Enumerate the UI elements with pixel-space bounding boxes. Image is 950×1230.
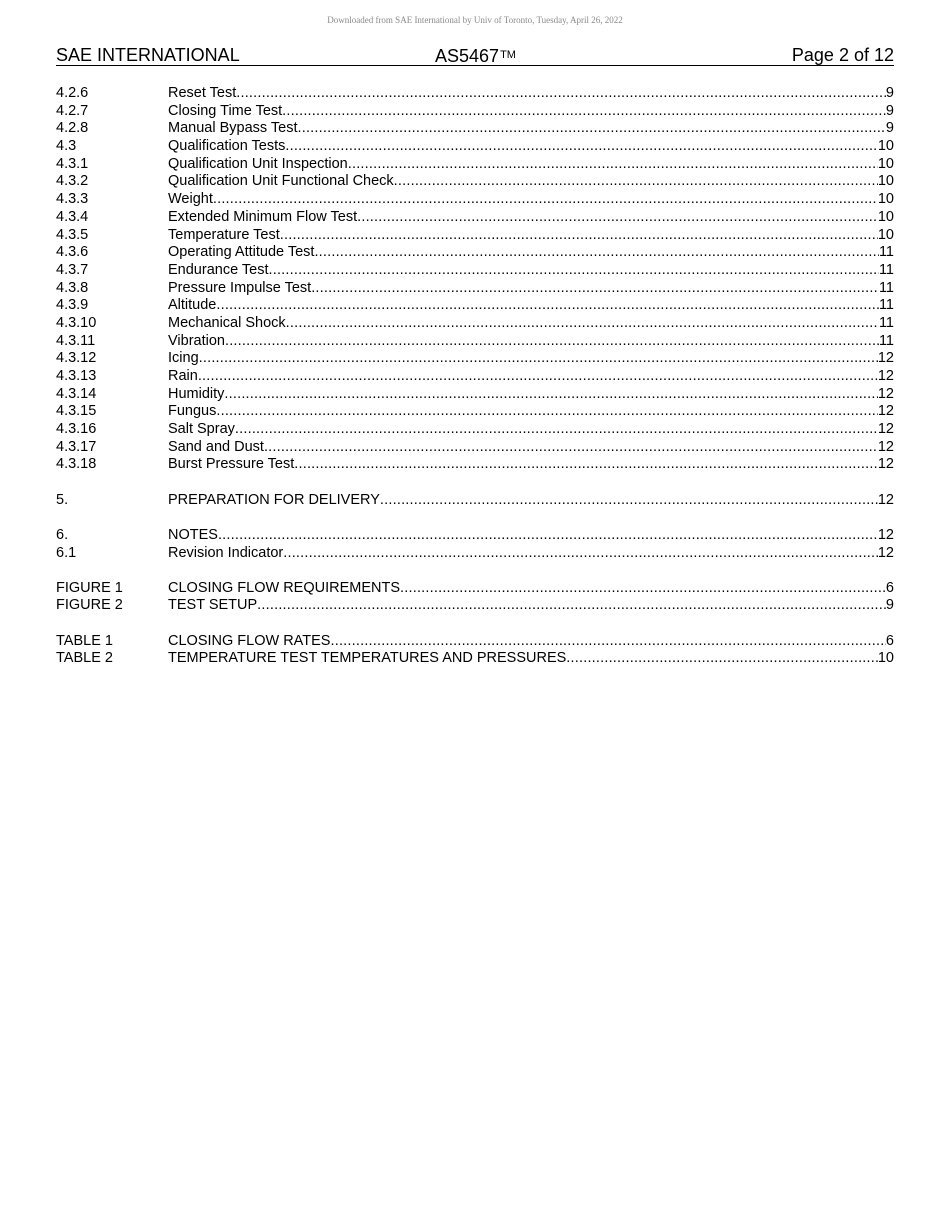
toc-entry-page: 11 [878, 332, 894, 349]
toc-dot-leader [218, 527, 878, 545]
toc-entry-page: 11 [878, 279, 894, 296]
toc-entry-title: Closing Time Test [168, 102, 283, 119]
toc-dot-leader [280, 227, 878, 245]
toc-entry[interactable] [56, 191, 894, 209]
toc-entry-number: 4.3.9 [56, 297, 89, 314]
page-header [56, 44, 894, 66]
toc-entry-number: 4.2.6 [56, 85, 89, 101]
toc-entry-number: 4.3.5 [56, 226, 89, 243]
toc-entry-number: FIGURE 2 [56, 597, 123, 614]
toc-dot-leader [348, 156, 878, 174]
document-number-text: AS5467 [435, 46, 500, 66]
toc-entry-title: Qualification Unit Functional Check [168, 173, 394, 190]
toc-entry[interactable] [56, 545, 894, 563]
toc-entry-page: 9 [885, 102, 894, 119]
toc-entry[interactable] [56, 85, 894, 103]
trademark-symbol: TM [500, 49, 516, 61]
toc-entry-number: 4.3.4 [56, 208, 89, 225]
toc-entry-page: 11 [878, 244, 894, 261]
toc-entry-title: Extended Minimum Flow Test [168, 208, 358, 225]
toc-entry-number: 6. [56, 526, 69, 543]
toc-dot-leader [298, 120, 886, 138]
toc-entry-page: 12 [877, 491, 894, 508]
toc-dot-leader [380, 492, 878, 510]
toc-dot-leader [264, 439, 878, 457]
toc-entry-page: 10 [877, 208, 894, 225]
toc-entry-title: CLOSING FLOW RATES [168, 632, 331, 649]
toc-entry[interactable] [56, 333, 894, 351]
toc-group [56, 85, 894, 474]
toc-entry-title: Qualification Tests [168, 138, 286, 155]
toc-dot-leader [314, 244, 879, 262]
toc-dot-leader [285, 138, 877, 156]
toc-entry-number: 6.1 [56, 544, 77, 561]
toc-entry-number: 4.3.12 [56, 350, 97, 367]
toc-entry-number: 4.3.15 [56, 403, 97, 420]
toc-entry-page: 10 [877, 191, 894, 208]
document-number [435, 44, 516, 67]
toc-entry-number: 4.2.8 [56, 120, 89, 137]
toc-entry-page: 11 [878, 261, 894, 278]
toc-entry-title: Icing [168, 350, 199, 367]
toc-entry-page: 12 [877, 438, 894, 455]
toc-entry-page: 12 [877, 403, 894, 420]
toc-entry[interactable] [56, 227, 894, 245]
toc-entry-number: 4.3.3 [56, 191, 89, 208]
toc-entry[interactable] [56, 262, 894, 280]
toc-group [56, 527, 894, 562]
toc-dot-leader [282, 103, 886, 121]
toc-entry[interactable] [56, 103, 894, 121]
toc-entry-title: Reset Test [168, 85, 237, 101]
toc-dot-leader [216, 403, 877, 421]
toc-entry-page: 12 [877, 350, 894, 367]
toc-entry-number: 4.3.18 [56, 456, 97, 473]
toc-dot-leader [236, 85, 886, 103]
toc-dot-leader [330, 633, 885, 651]
toc-dot-leader [286, 315, 879, 333]
toc-entry[interactable] [56, 156, 894, 174]
toc-dot-leader [400, 580, 886, 598]
toc-entry[interactable] [56, 138, 894, 156]
toc-dot-leader [394, 173, 878, 191]
toc-group [56, 492, 894, 510]
toc-entry-title: Qualification Unit Inspection [168, 155, 348, 172]
toc-dot-leader [224, 386, 877, 404]
toc-dot-leader [311, 280, 879, 298]
toc-entry-page: 9 [885, 120, 894, 137]
toc-entry-page: 12 [877, 385, 894, 402]
toc-entry-page: 12 [877, 421, 894, 438]
toc-entry-page: 10 [877, 155, 894, 172]
toc-entry-title: Manual Bypass Test [168, 120, 298, 137]
toc-entry[interactable] [56, 350, 894, 368]
toc-entry-page: 10 [877, 138, 894, 155]
toc-entry-page: 10 [877, 226, 894, 243]
toc-entry-page: 11 [878, 314, 894, 331]
toc-dot-leader [257, 597, 886, 615]
toc-entry-title: TEST SETUP [168, 597, 258, 614]
toc-entry-number: 4.3.7 [56, 261, 89, 278]
toc-entry[interactable] [56, 421, 894, 439]
toc-entry[interactable] [56, 120, 894, 138]
toc-entry-page: 12 [877, 456, 894, 473]
toc-entry-title: Mechanical Shock [168, 314, 286, 331]
toc-entry[interactable] [56, 280, 894, 298]
toc-entry-title: Operating Attitude Test [168, 244, 315, 261]
toc-group [56, 580, 894, 615]
toc-entry-title: Altitude [168, 297, 217, 314]
toc-entry[interactable] [56, 386, 894, 404]
toc-entry-title: Revision Indicator [168, 544, 284, 561]
toc-entry-number: 4.3.11 [56, 332, 96, 349]
toc-entry-title: PREPARATION FOR DELIVERY [168, 491, 380, 508]
toc-entry[interactable] [56, 580, 894, 598]
toc-entry-title: Fungus [168, 403, 217, 420]
toc-entry-title: Endurance Test [168, 261, 269, 278]
toc-entry-page: 6 [885, 632, 894, 649]
organization-name: SAE INTERNATIONAL [56, 45, 240, 65]
toc-entry[interactable] [56, 527, 894, 545]
toc-entry-number: 4.3.8 [56, 279, 89, 296]
toc-entry-number: 4.3.17 [56, 438, 97, 455]
toc-entry-page: 9 [885, 85, 894, 101]
toc-entry-number: 4.3 [56, 138, 77, 155]
toc-dot-leader [213, 191, 878, 209]
toc-group [56, 633, 894, 668]
toc-entry[interactable] [56, 368, 894, 386]
toc-entry-page: 6 [885, 579, 894, 596]
toc-entry-number: 4.3.16 [56, 421, 97, 438]
toc-entry-page: 10 [877, 173, 894, 190]
toc-entry[interactable] [56, 315, 894, 333]
toc-entry[interactable] [56, 597, 894, 615]
toc-entry-number: 4.3.13 [56, 368, 97, 384]
toc-dot-leader [216, 297, 879, 315]
toc-entry-title: Rain [168, 368, 198, 384]
toc-entry-title: Burst Pressure Test [168, 456, 295, 473]
toc-entry-number: 4.3.10 [56, 314, 97, 331]
toc-entry-number: 4.3.2 [56, 173, 89, 190]
toc-entry-number: 5. [56, 491, 69, 508]
toc-entry[interactable] [56, 244, 894, 262]
toc-entry[interactable] [56, 633, 894, 651]
toc-entry[interactable] [56, 650, 894, 668]
toc-entry-title: Weight [168, 191, 213, 208]
toc-entry[interactable] [56, 456, 894, 474]
toc-dot-leader [283, 545, 878, 563]
toc-entry-page: 12 [877, 526, 894, 543]
toc-entry[interactable] [56, 209, 894, 227]
toc-entry-title: CLOSING FLOW REQUIREMENTS [168, 579, 401, 596]
toc-dot-leader [357, 209, 878, 227]
toc-entry-page: 12 [877, 544, 894, 561]
toc-entry-number: 4.2.7 [56, 102, 89, 119]
toc-entry-title: NOTES [168, 526, 218, 543]
download-watermark: Downloaded from SAE International by Univ of Toronto, Tuesday, April 26, 2022 [327, 15, 623, 25]
toc-entry-number: 4.3.1 [56, 155, 89, 172]
toc-entry-page: 12 [877, 368, 894, 384]
toc-entry-page: 9 [885, 597, 894, 614]
toc-entry-page: 11 [878, 297, 894, 314]
toc-entry[interactable] [56, 173, 894, 191]
toc-entry-title: Humidity [168, 385, 225, 402]
toc-entry[interactable] [56, 492, 894, 510]
toc-dot-leader [235, 421, 878, 439]
toc-dot-leader [225, 333, 879, 351]
toc-entry[interactable] [56, 439, 894, 457]
toc-dot-leader [199, 350, 878, 368]
toc-dot-leader [269, 262, 879, 280]
toc-entry-number: 4.3.6 [56, 244, 89, 261]
toc-dot-leader [294, 456, 878, 474]
toc-entry-title: Sand and Dust [168, 438, 264, 455]
page-number-label: Page 2 of 12 [791, 45, 894, 65]
toc-entry-title: Vibration [168, 332, 225, 349]
toc-entry-title: Temperature Test [168, 226, 280, 243]
toc-entry-number: FIGURE 1 [56, 579, 123, 596]
toc-dot-leader [198, 368, 878, 386]
toc-entry-number: 4.3.14 [56, 385, 97, 402]
toc-entry[interactable] [56, 403, 894, 421]
toc-entry-number: TABLE 2 [56, 650, 113, 667]
toc-dot-leader [566, 650, 878, 668]
toc-entry-title: Salt Spray [168, 421, 235, 438]
toc-entry-title: TEMPERATURE TEST TEMPERATURES AND PRESSURES [168, 650, 567, 667]
toc-entry-number: TABLE 1 [56, 632, 113, 649]
toc-entry-page: 10 [877, 650, 894, 667]
toc-entry-title: Pressure Impulse Test [168, 279, 312, 296]
table-of-contents [56, 85, 894, 668]
toc-entry[interactable] [56, 297, 894, 315]
